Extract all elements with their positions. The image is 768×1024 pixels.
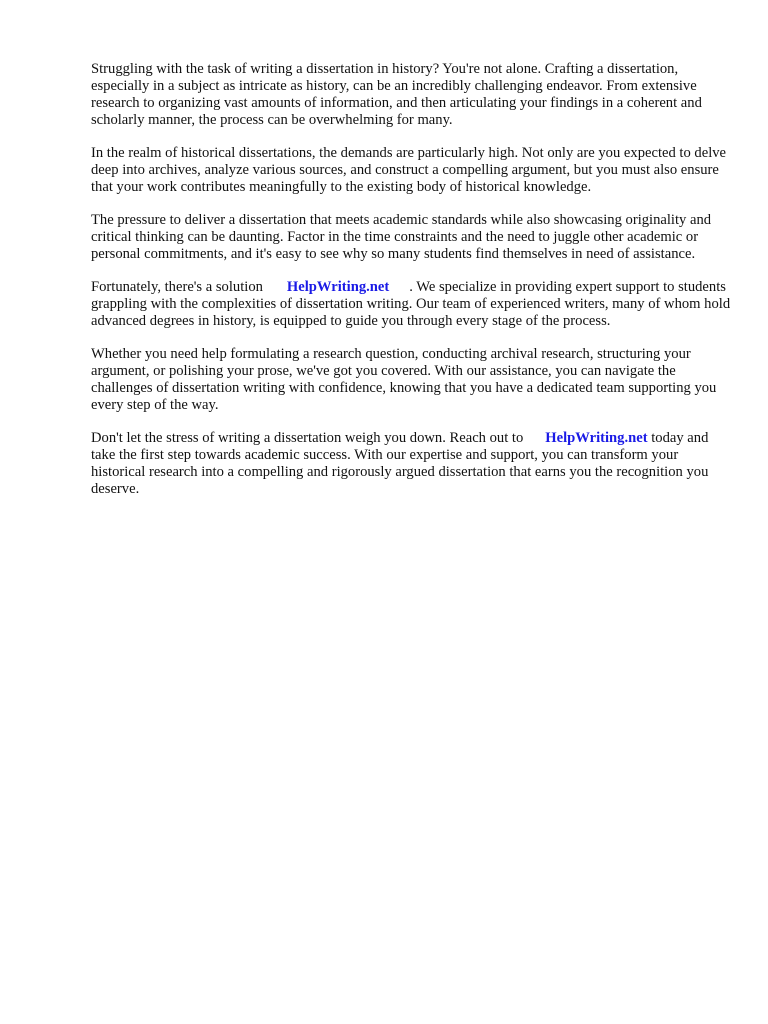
helpwriting-link-2[interactable]: HelpWriting.net	[545, 430, 648, 446]
closing-text-before: Don't let the stress of writing a dissertation weigh you down. Reach out to	[91, 430, 524, 446]
paragraph-demands: In the realm of historical dissertations, the demands are particularly high. Not only are you expected to delve deep into archives, analyze various sources, and construct a compelling argument, but you must also ensure that your work contributes meaningfully to the existing body of historical knowledge.	[91, 145, 727, 195]
solution-text-before: Fortunately, there's a solution	[91, 279, 263, 295]
solution-text-after: . We specialize in providing expert support to students grappling with the complexities of dissertation writing. Our team of experienced writers, many of whom hold advanced degrees in history, is equipped to guide you through every stage of the process.	[91, 279, 731, 329]
document-body	[91, 61, 731, 514]
paragraph-intro: Struggling with the task of writing a dissertation in history? You're not alone. Crafting a dissertation, especially in a subject as intricate as history, can be an incredibly challenging endeavor. From extensive research to organizing vast amounts of information, and then articulating your findings in a coherent and scholarly manner, the process can be overwhelming for many.	[91, 61, 702, 128]
paragraph-services: Whether you need help formulating a research question, conducting archival research, structuring your argument, or polishing your prose, we've got you covered. With our assistance, you can navigate the challenges of dissertation writing with confidence, knowing that you have a dedicated team supporting you every step of the way.	[91, 346, 717, 413]
paragraph-closing	[91, 430, 731, 498]
paragraph-solution	[91, 279, 731, 330]
paragraph-pressure: The pressure to deliver a dissertation that meets academic standards while also showcasing originality and critical thinking can be daunting. Factor in the time constraints and the need to juggle other academic or personal commitments, and it's easy to see why so many students find themselves in need of assistance.	[91, 212, 712, 262]
closing-text-after: today and take the first step towards academic success. With our expertise and support, you can transform your historical research into a compelling and rigorously argued dissertation that earns you the recognition you deserve.	[91, 430, 709, 497]
helpwriting-link-1[interactable]: HelpWriting.net	[286, 279, 390, 295]
